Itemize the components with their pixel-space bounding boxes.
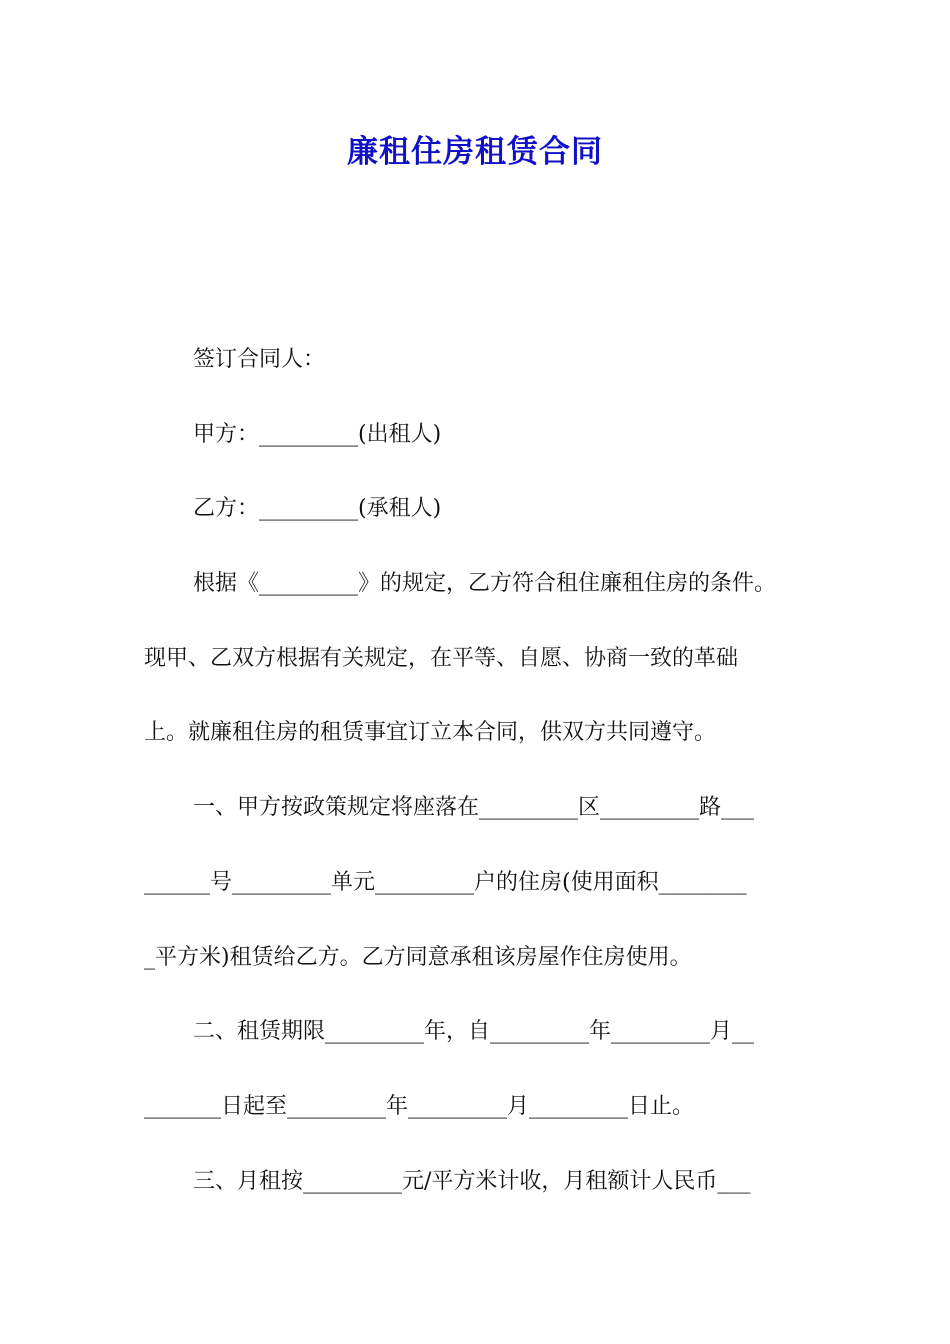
paragraph-line: 一、甲方按政策规定将座落在_________区_________路___: [193, 795, 755, 821]
paragraph-line: _平方米)租赁给乙方。乙方同意承租该房屋作住房使用。: [144, 944, 692, 970]
paragraph-line: 三、月租按_________元/平方米计收，月租额计人民币___: [193, 1168, 751, 1194]
paragraph-line: 根据《_________》的规定，乙方符合租住廉租住房的条件。: [193, 571, 777, 597]
paragraph-line: 上。就廉租住房的租赁事宜订立本合同，供双方共同遵守。: [144, 720, 717, 746]
paragraph-line: 现甲、乙双方根据有关规定，在平等、自愿、协商一致的革础: [144, 645, 739, 671]
paragraph-line: _______日起至_________年_________月_________日止。: [144, 1093, 695, 1119]
document-title: 廉租住房租赁合同: [347, 134, 603, 170]
paragraph-line: 乙方：_________(承租人): [193, 496, 442, 522]
document-body: [144, 335, 814, 1231]
paragraph-line: 签订合同人：: [193, 347, 326, 372]
paragraph-line: 二、租赁期限_________年，自_________年_________月__: [193, 1019, 755, 1045]
paragraph-line: ______号_________单元_________户的住房(使用面积________: [144, 869, 747, 895]
paragraph-line: 甲方：_________(出租人): [193, 421, 442, 447]
